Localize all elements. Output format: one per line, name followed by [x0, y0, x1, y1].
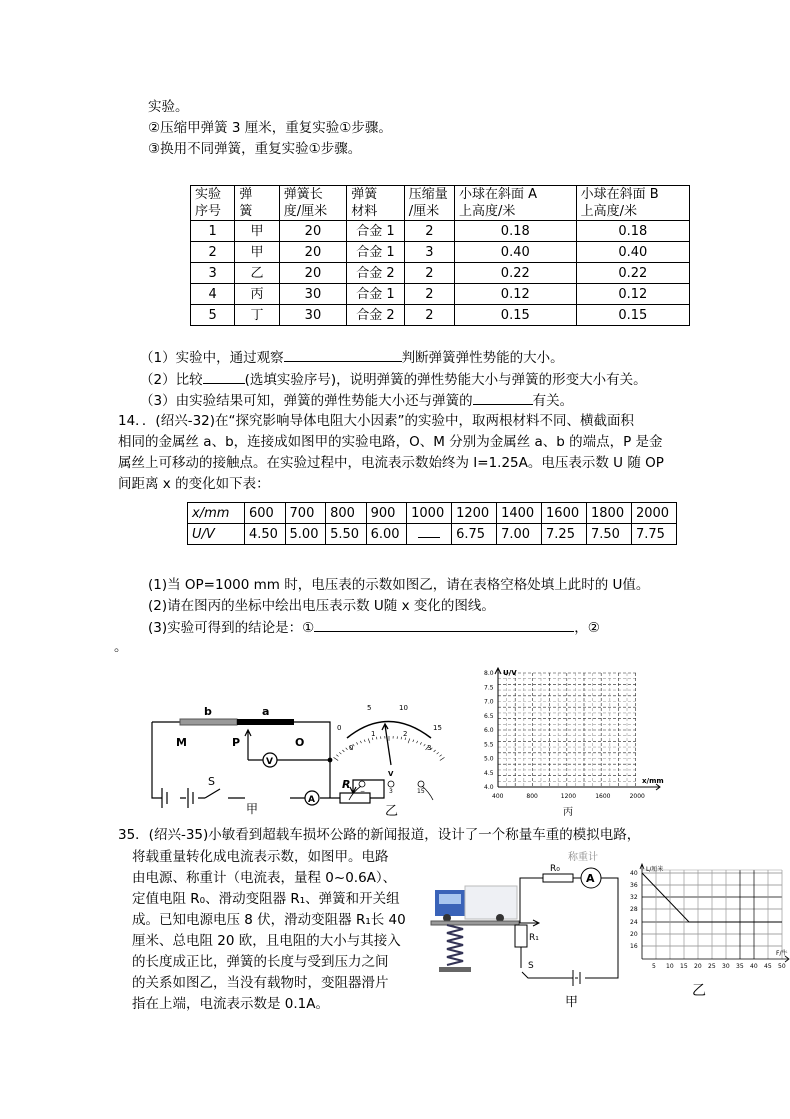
y-tick-label: 20 [630, 931, 638, 938]
caption-yi: 乙 [692, 983, 706, 999]
voltmeter-dial-yi [333, 700, 463, 800]
ammeter-symbol: A [308, 795, 315, 805]
table-cell: 丁 [235, 305, 279, 326]
table-cell: 2 [404, 305, 454, 326]
table-cell: 甲 [235, 242, 279, 263]
table-cell: 0.15 [454, 305, 576, 326]
q13-sub2 [140, 369, 647, 390]
text: 有关。 [532, 393, 574, 409]
dial-tick [424, 744, 426, 746]
circuit-figure-jia [140, 700, 351, 816]
x-tick-label: 10 [666, 963, 674, 970]
answer-blank [203, 369, 245, 384]
column-header: 材料 [347, 203, 405, 221]
dial-tick [420, 742, 421, 744]
table-cell: 5.00 [285, 524, 326, 545]
text: （3）由实验结果可知，弹簧的弹性势能大小还与弹簧的 [140, 393, 473, 409]
table-cell: 0.12 [576, 284, 689, 305]
q35-line: 定值电阻 R₀、滑动变阻器 R₁、弹簧和开关组 [132, 891, 400, 907]
text: 判断弹簧弹性势能的大小。 [401, 350, 564, 366]
q14-sub2: (2)请在图丙的坐标中绘出电压表示数 U随 x 变化的图线。 [148, 598, 495, 614]
dial-tick [356, 742, 357, 744]
top-tick: 0 [337, 724, 342, 732]
spring-graph-yi [628, 863, 790, 998]
table-cell: 7.50 [587, 524, 632, 545]
x-tick-label: 2000 [629, 793, 645, 800]
dial-tick [439, 755, 441, 757]
row-header: x/mm [188, 503, 245, 524]
q14-end: 。 [114, 639, 128, 655]
q35-line: 由电源、称重计（电流表，量程 0~0.6A）、 [132, 870, 397, 886]
label-S: S [208, 775, 215, 788]
graph-bing [470, 665, 665, 820]
text: （2）比较 [140, 372, 203, 388]
answer-blank [473, 390, 533, 405]
x-tick-label: 45 [764, 963, 772, 970]
q14-line: 属丝上可移动的接触点。在实验过程中，电流表示数始终为 I=1.25A。电压表示数 U 随 OP [118, 455, 664, 471]
x-tick-label: 1600 [595, 793, 611, 800]
x-tick-label: 400 [492, 793, 504, 800]
table-cell: 1600 [542, 503, 587, 524]
column-header: 弹簧 [347, 186, 405, 204]
x-tick-label: 40 [750, 963, 758, 970]
table-cell: 1200 [452, 503, 497, 524]
table-cell: 5 [191, 305, 235, 326]
bottom-tick: 3 [427, 744, 432, 752]
q35-line: 将载重量转化成电流表示数，如图甲。电路 [132, 849, 389, 865]
table-cell: 20 [279, 263, 346, 284]
table-row [191, 242, 690, 263]
bottom-tick: 1 [371, 730, 376, 738]
table-cell: 1000 [407, 503, 452, 524]
y-tick-label: 6.5 [484, 712, 494, 720]
label-O: O [295, 736, 305, 749]
table-row [191, 263, 690, 284]
column-header: 度/厘米 [279, 203, 346, 221]
header-row [191, 186, 690, 204]
table-cell: 7.75 [631, 524, 676, 545]
table-row [191, 284, 690, 305]
table-row [188, 524, 677, 545]
x-tick-label: 20 [694, 963, 702, 970]
dial-tick [360, 741, 361, 743]
row-header: U/V [188, 524, 245, 545]
y-tick-label: 7.0 [484, 698, 494, 706]
answer-blank [314, 617, 574, 632]
table-cell: 6.00 [366, 524, 407, 545]
intro-line: 实验。 [148, 99, 189, 115]
caption-jia: 甲 [246, 802, 259, 816]
y-tick-label: 16 [630, 943, 638, 950]
header-row [191, 203, 690, 221]
table-cell: 合金 2 [347, 305, 405, 326]
voltmeter-symbol: V [266, 757, 273, 767]
y-tick-label: 6.0 [484, 727, 494, 734]
table-cell: 5.50 [326, 524, 367, 545]
table-cell: 1400 [497, 503, 542, 524]
y-tick-label: 32 [630, 894, 638, 901]
table-cell: 800 [326, 503, 367, 524]
caption-yi: 乙 [385, 804, 399, 819]
table-cell: 2 [404, 221, 454, 242]
top-tick: 10 [399, 704, 408, 712]
y-tick-label: 5.0 [484, 755, 494, 763]
column-header: 上高度/米 [576, 203, 689, 221]
table-cell: 3 [191, 263, 235, 284]
column-header: 实验 [191, 186, 235, 204]
q14-sub1: (1)当 OP=1000 mm 时，电压表的示数如图乙，请在表格空格处填上此时的 U值。 [148, 577, 650, 593]
column-header: 小球在斜面 B [576, 186, 689, 204]
dial-tick [368, 738, 370, 743]
answer-cell [407, 524, 452, 545]
label-b: b [204, 705, 212, 718]
unit-V: V [388, 770, 394, 778]
q35-first-line: 35．(绍兴-35)小敏看到超载车损坏公路的新闻报道，设计了一个称量车重的模拟电路， [118, 827, 641, 843]
y-tick-label: 4.5 [484, 769, 494, 777]
q14-sub3 [148, 617, 600, 638]
y-tick-label: 5.5 [484, 741, 494, 749]
q14-line: 14．．(绍兴-32)在“探究影响导体电阻大小因素”的实验中，取两根材料不同、横截面积 [118, 413, 634, 429]
dial-tick [339, 752, 341, 754]
y-axis-label: U/V [503, 669, 517, 677]
text: (选填实验序号)，说明弹簧的弹性势能大小与弹簧的形变大小有关。 [244, 372, 647, 388]
table-cell: 4 [191, 284, 235, 305]
y-tick-label: 4.0 [484, 784, 494, 791]
table-cell: 合金 2 [347, 263, 405, 284]
table-cell: 0.18 [454, 221, 576, 242]
terminal-label: 15 [417, 788, 425, 795]
table-cell: 700 [285, 503, 326, 524]
label-S: S [528, 961, 534, 971]
caption-bing: 丙 [563, 807, 573, 818]
table-cell: 2 [404, 263, 454, 284]
dial-tick [376, 737, 377, 739]
label-R1: R₁ [529, 933, 539, 943]
column-header: 簧 [235, 203, 279, 221]
text: （1）实验中，通过观察 [140, 350, 284, 366]
intro-line: ③换用不同弹簧，重复实验①步骤。 [148, 141, 362, 157]
dial-tick [342, 750, 344, 752]
table-cell: 2 [404, 284, 454, 305]
table-cell: 0.40 [576, 242, 689, 263]
table-cell: 20 [279, 221, 346, 242]
dial-tick [336, 755, 338, 757]
table-cell: 2 [191, 242, 235, 263]
q35-line: 的长度成正比，弹簧的长度与受到压力之间 [132, 954, 389, 970]
table-cell: 2000 [631, 503, 676, 524]
q14-line: 间距离 x 的变化如下表： [118, 476, 270, 492]
top-tick: 5 [367, 704, 372, 712]
q35-line: 成。已知电源电压 8 伏，滑动变阻器 R₁长 40 [132, 912, 406, 928]
dial-tick [413, 740, 414, 742]
column-header: /厘米 [404, 203, 454, 221]
y-tick-label: 28 [630, 906, 638, 913]
column-header: 弹 [235, 186, 279, 204]
table-cell: 乙 [235, 263, 279, 284]
table-cell: 4.50 [245, 524, 286, 545]
table-cell: 0.18 [576, 221, 689, 242]
label-a: a [262, 705, 270, 718]
dial-tick [401, 737, 402, 739]
dial-tick [440, 757, 445, 760]
x-tick-label: 50 [778, 963, 786, 970]
table-cell: 6.75 [452, 524, 497, 545]
table-cell: 甲 [235, 221, 279, 242]
y-axis-label: L/厘米 [646, 866, 664, 873]
table-cell: 7.25 [542, 524, 587, 545]
table-cell: 600 [245, 503, 286, 524]
spring-experiment-table [190, 185, 690, 326]
x-axis-label: x/mm [642, 777, 664, 785]
terminal-label: − [360, 788, 366, 795]
table-cell: 1 [191, 221, 235, 242]
q35-line: 的关系如图乙，当没有载物时，变阻器滑片 [132, 975, 389, 991]
table-cell: 1800 [587, 503, 632, 524]
dial-tick [417, 741, 418, 743]
table-row [191, 305, 690, 326]
label-R0: R₀ [550, 864, 560, 874]
x-tick-label: 800 [526, 793, 538, 800]
voltage-distance-table [187, 502, 677, 545]
caption-jia: 甲 [565, 995, 579, 1010]
table-cell: 30 [279, 305, 346, 326]
table-cell: 30 [279, 284, 346, 305]
column-header: 序号 [191, 203, 235, 221]
table-cell: 0.22 [454, 263, 576, 284]
label-weighing-meter: 称重计 [568, 852, 598, 863]
table-row [188, 503, 677, 524]
x-tick-label: 5 [652, 963, 656, 970]
label-M: M [176, 736, 187, 749]
bottom-tick: 0 [349, 744, 354, 752]
y-tick-label: 40 [630, 870, 638, 877]
terminal-label: 3 [389, 788, 393, 795]
y-tick-label: 24 [630, 919, 638, 926]
text: (3)实验可得到的结论是：① [148, 620, 315, 636]
y-tick-label: 8.0 [484, 670, 494, 677]
ammeter-symbol: A [586, 872, 595, 885]
x-tick-label: 35 [736, 963, 744, 970]
q14-line: 相同的金属丝 a、b，连接成如图甲的实验电路，O、M 分别为金属丝 a、b 的端点，P 是金 [118, 434, 663, 450]
table-cell: 900 [366, 503, 407, 524]
table-cell: 合金 1 [347, 221, 405, 242]
table-cell: 20 [279, 242, 346, 263]
dial-tick [437, 752, 439, 754]
y-tick-label: 36 [630, 882, 638, 889]
table-cell: 0.15 [576, 305, 689, 326]
q35-line: 厘米、总电阻 20 欧，且电阻的大小与其接入 [132, 933, 401, 949]
column-header: 上高度/米 [454, 203, 576, 221]
label-P: P [232, 736, 241, 749]
truck-circuit-jia [425, 858, 625, 1016]
table-cell: 0.12 [454, 284, 576, 305]
column-header: 小球在斜面 A [454, 186, 576, 204]
y-tick-label: 7.5 [484, 684, 494, 692]
dial-tick [346, 748, 348, 750]
x-axis-label: F/牛 [776, 950, 788, 957]
dial-tick [334, 757, 339, 760]
x-tick-label: 30 [722, 963, 730, 970]
dial-tick [434, 750, 436, 752]
top-tick: 15 [433, 724, 442, 732]
q13-sub1 [140, 347, 564, 368]
table-cell: 合金 1 [347, 284, 405, 305]
table-cell: 丙 [235, 284, 279, 305]
table-cell: 0.22 [576, 263, 689, 284]
q13-sub3 [140, 390, 573, 411]
dial-tick [364, 740, 365, 742]
column-header: 压缩量 [404, 186, 454, 204]
table-row [191, 221, 690, 242]
label-R: R [342, 778, 351, 791]
x-tick-label: 25 [708, 963, 716, 970]
q35-line: 指在上端，电流表示数是 0.1A。 [132, 996, 329, 1012]
intro-line: ②压缩甲弹簧 3 厘米，重复实验①步骤。 [148, 120, 392, 136]
column-header: 弹簧长 [279, 186, 346, 204]
table-cell: 合金 1 [347, 242, 405, 263]
table-cell: 3 [404, 242, 454, 263]
x-tick-label: 15 [680, 963, 688, 970]
x-tick-label: 1200 [560, 793, 577, 800]
bottom-tick: 2 [403, 730, 408, 738]
table-cell: 0.40 [454, 242, 576, 263]
table-cell: 7.00 [497, 524, 542, 545]
text: ，② [574, 620, 600, 636]
dial-tick [408, 738, 410, 743]
answer-blank [284, 347, 402, 362]
